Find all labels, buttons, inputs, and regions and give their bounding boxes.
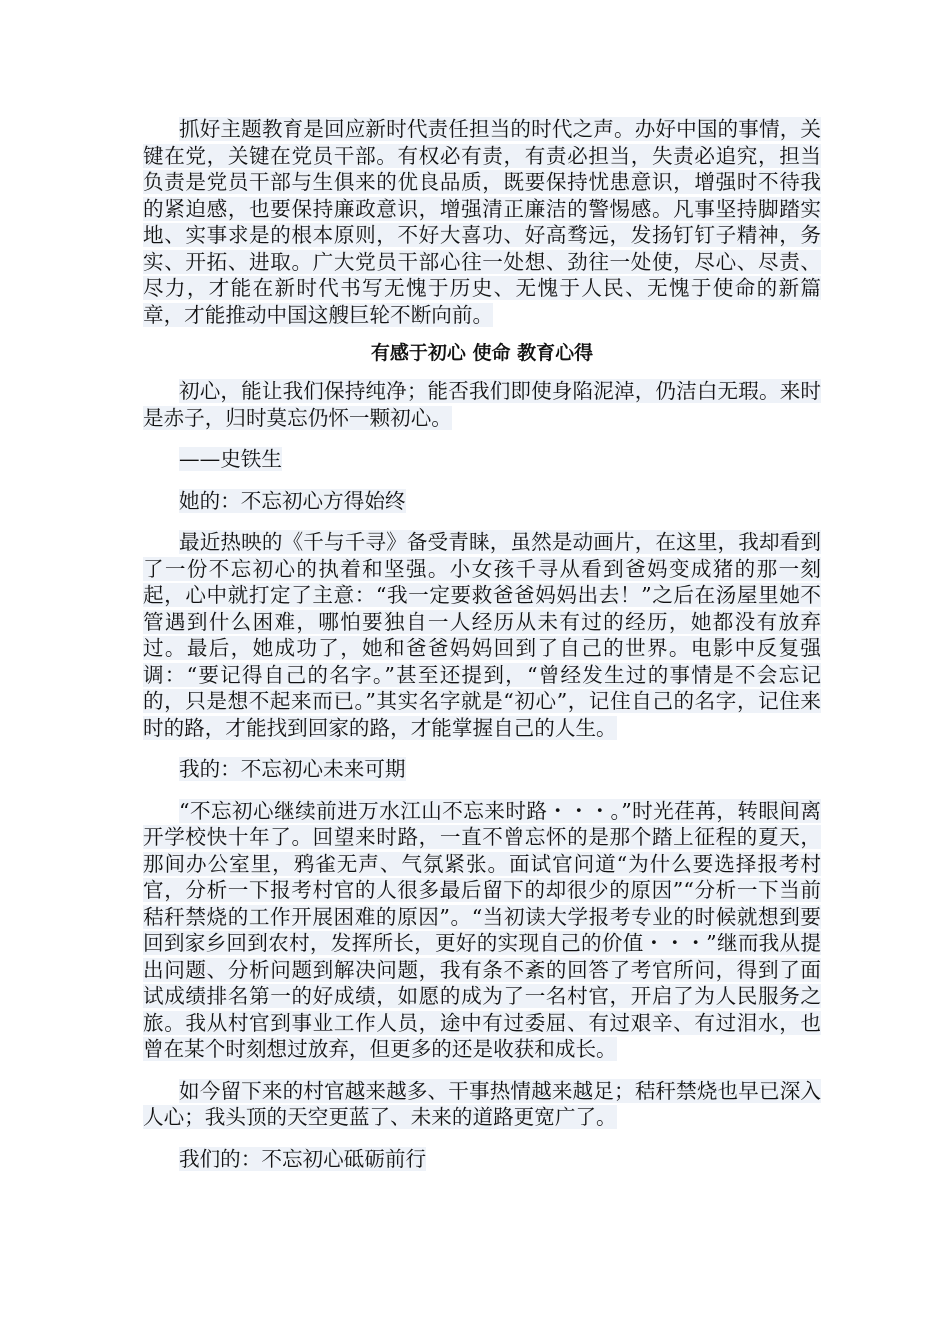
section-heading-mine-text: 我的：不忘初心未来可期	[179, 757, 406, 781]
paragraph-spirited-away	[143, 529, 821, 741]
paragraph-original-heart	[143, 378, 821, 431]
paragraph-spirited-away-text: 最近热映的《千与千寻》备受青睐，虽然是动画片，在这里，我却看到了一份不忘初心的执着和坚强。小女孩千寻从看到爸妈变成猪的那一刻起，心中就打定了主意：“我一定要救爸爸妈妈出去！”之后在汤屋里她不管遇到什么困难，哪怕要独自一人经历从未有过的经历，她都没有放弃过。最后，她成功了，她和爸爸妈妈回到了自己的世界。电影中反复强调：“要记得自己的名字。”甚至还提到，“曾经发生过的事情是不会忘记的，只是想不起来而已。”其实名字就是“初心”，记住自己的名字，记住来时的路，才能找到回家的路，才能掌握自己的人生。	[143, 530, 821, 740]
document-body	[143, 116, 821, 1172]
section-heading-mine	[143, 756, 821, 783]
paragraph-village-official	[143, 798, 821, 1063]
paragraph-present-day	[143, 1078, 821, 1131]
paragraph-original-heart-text: 初心，能让我们保持纯净；能否我们即使身陷泥淖，仍洁白无瑕。来时是赤子，归时莫忘仍怀一颗初心。	[143, 379, 821, 430]
paragraph-theme-education-text: 抓好主题教育是回应新时代责任担当的时代之声。办好中国的事情，关键在党，关键在党员干部。有权必有责，有责必担当，失责必追究，担当负责是党员干部与生俱来的优良品质，既要保持忧患意识，增强时不待我的紧迫感，也要保持廉政意识，增强清正廉洁的警惕感。凡事坚持脚踏实地、实事求是的根本原则，不好大喜功、好高骛远，发扬钉钉子精神，务实、开拓、进取。广大党员干部心往一处想、劲往一处使，尽心、尽责、尽力，才能在新时代书写无愧于历史、无愧于人民、无愧于使命的新篇章，才能推动中国这艘巨轮不断向前。	[143, 117, 821, 327]
section-heading-hers	[143, 488, 821, 515]
paragraph-present-day-text: 如今留下来的村官越来越多、干事热情越来越足；秸秆禁烧也早已深入人心；我头顶的天空更蓝了、未来的道路更宽广了。	[143, 1078, 821, 1129]
section-heading-hers-text: 她的：不忘初心方得始终	[179, 488, 406, 513]
section-heading-ours	[143, 1146, 821, 1173]
section-heading-ours-text: 我们的：不忘初心砥砺前行	[179, 1146, 427, 1171]
paragraph-theme-education	[143, 116, 821, 328]
paragraph-village-official-text: “不忘初心继续前进万水江山不忘来时路・・・。”时光荏苒，转眼间离开学校快十年了。回望来时路，一直不曾忘怀的是那个踏上征程的夏天，那间办公室里，鸦雀无声、气氛紧张。面试官问道“为什么要选择报考村官，分析一下报考村官的人很多最后留下的却很少的原因”“分析一下当前秸秆禁烧的工作开展困难的原因”。“当初读大学报考专业的时候就想到要回到家乡回到农村，发挥所长，更好的实现自己的价值・・・”继而我从提出问题、分析问题到解决问题，我有条不紊的回答了考官所问，得到了面试成绩排名第一的好成绩，如愿的成为了一名村官，开启了为人民服务之旅。我从村官到事业工作人员，途中有过委屈、有过艰辛、有过泪水，也曾在某个时刻想过放弃，但更多的还是收获和成长。	[143, 798, 821, 1061]
quote-attribution-text: ——史铁生	[179, 447, 282, 471]
quote-attribution	[143, 446, 821, 473]
article-title: 有感于初心 使命 教育心得	[370, 342, 594, 364]
